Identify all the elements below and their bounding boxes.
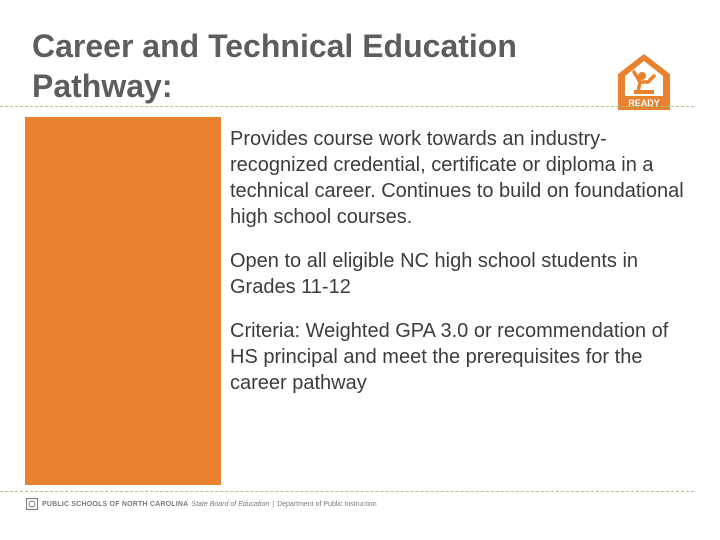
slide-title-line-2: Pathway:	[32, 68, 173, 104]
nc-seal-icon	[26, 498, 38, 510]
footer-divider	[0, 491, 694, 492]
paragraph-eligibility: Open to all eligible NC high school students in Grades 11-12	[230, 250, 639, 298]
footer-board: State Board of Education	[191, 500, 270, 508]
footer-org: PUBLIC SCHOOLS OF NORTH CAROLINA	[42, 500, 189, 508]
slide-title-line-1: Career and Technical Education	[32, 28, 517, 64]
paragraph-criteria: Criteria: Weighted GPA 3.0 or recommendation of HS principal and meet the prerequisites for the career pathway	[230, 320, 669, 394]
slide-title	[32, 26, 602, 106]
orange-accent-panel	[25, 117, 221, 485]
footer-dept: Department of Public Instruction	[277, 500, 377, 508]
footer-separator: |	[272, 500, 275, 508]
paragraph-credential: Provides course work towards an industry-recognized credential, certificate or diploma in a technical career. Continues to build on foundational high school courses.	[230, 128, 684, 228]
footer	[26, 497, 377, 511]
ready-logo-text: READY	[628, 98, 660, 108]
title-divider	[0, 106, 694, 107]
slide-content	[230, 126, 700, 414]
